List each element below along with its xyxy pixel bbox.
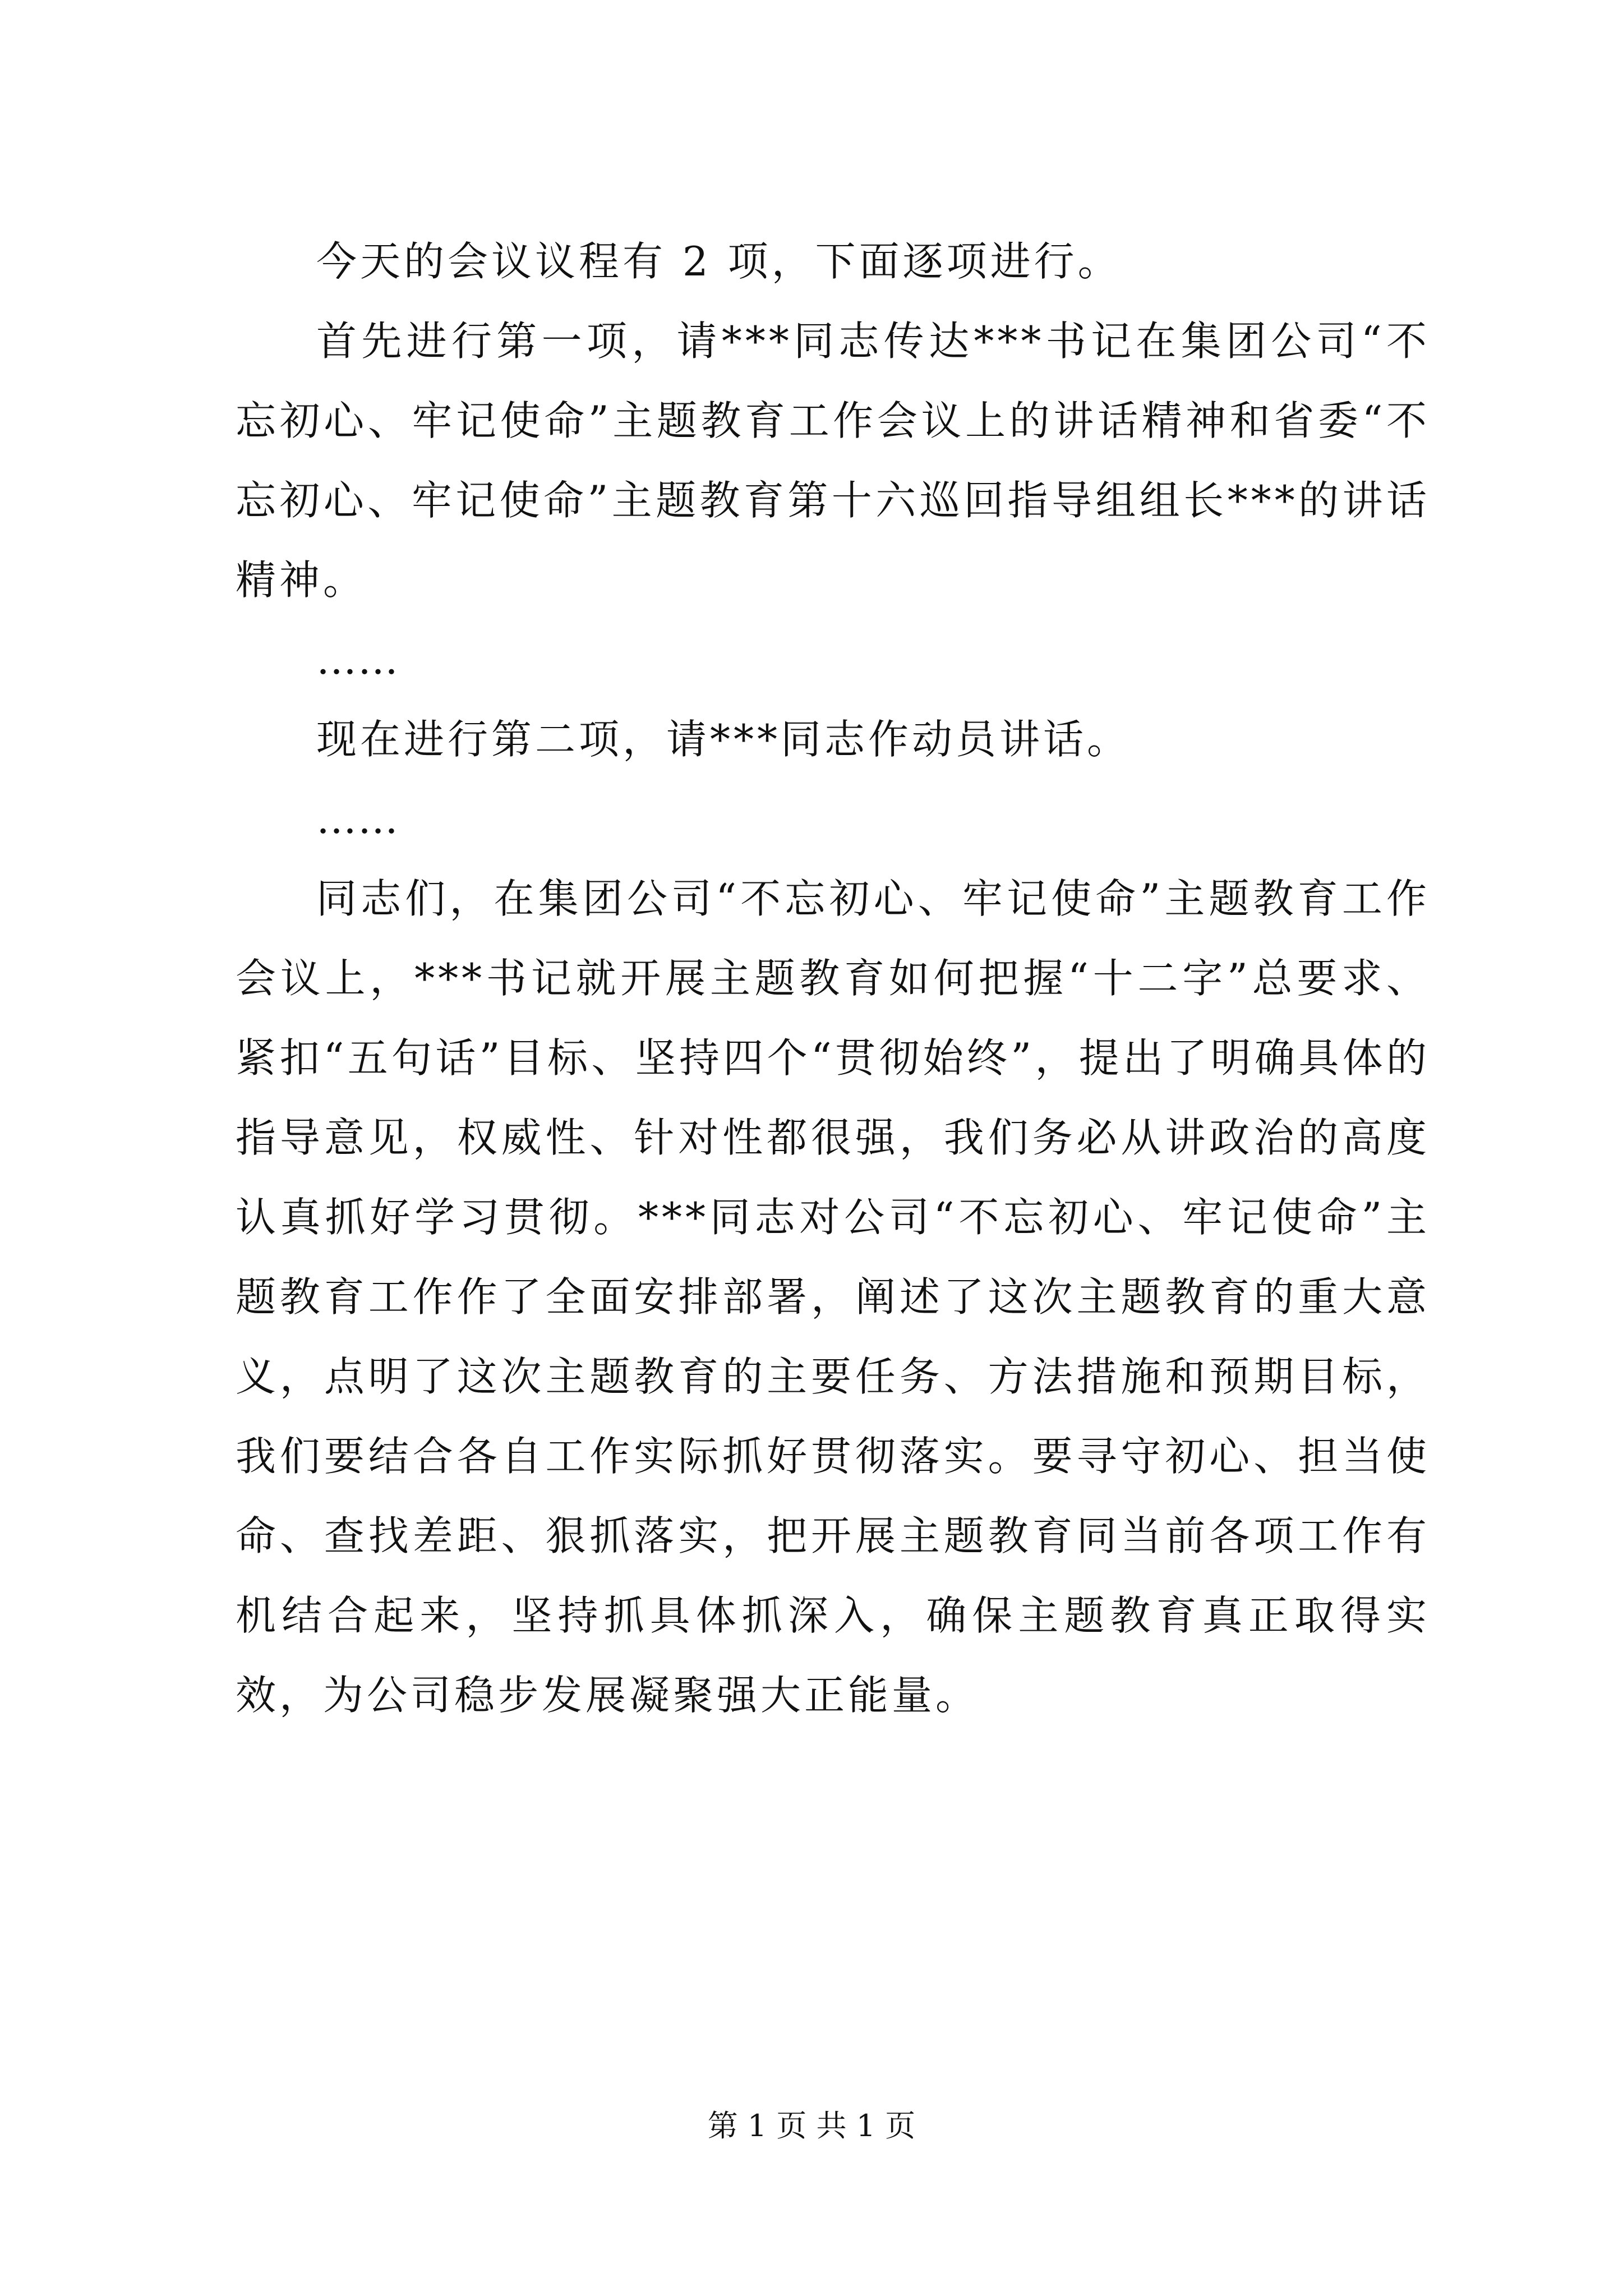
- page-footer: 第 1 页 共 1 页: [707, 2108, 916, 2143]
- ellipsis-two: ……: [316, 795, 399, 843]
- paragraph-item-one: 首先进行第一项，请***同志传达***书记在集团公司“不忘初心、牢记使命”主题教育工作会议上的讲话精神和省委“不忘初心、牢记使命”主题教育第十六巡回指导组组长***的讲话精神。: [236, 318, 1430, 604]
- document-body: [236, 222, 1430, 1735]
- ellipsis-one: ……: [316, 636, 399, 683]
- paragraph-item-two: 现在进行第二项，请***同志作动员讲话。: [316, 716, 1131, 763]
- paragraph-closing-remarks: 同志们，在集团公司“不忘初心、牢记使命”主题教育工作会议上，***书记就开展主题教育如何把握“十二字”总要求、紧扣“五句话”目标、坚持四个“贯彻始终”，提出了明确具体的指导意见，权威性、针对性都很强，我们务必从讲政治的高度认真抓好学习贯彻。***同志对公司“不忘初心、牢记使命”主题教育工作作了全面安排部署，阐述了这次主题教育的重大意义，点明了这次主题教育的主要任务、方法措施和预期目标，我们要结合各自工作实际抓好贯彻落实。要寻守初心、担当使命、查找差距、狠抓落实，把开展主题教育同当前各项工作有机结合起来，坚持抓具体抓深入，确保主题教育真正取得实效，为公司稳步发展凝聚强大正能量。: [236, 875, 1430, 1719]
- paragraph-agenda-intro: 今天的会议议程有 2 项，下面逐项进行。: [316, 238, 1122, 285]
